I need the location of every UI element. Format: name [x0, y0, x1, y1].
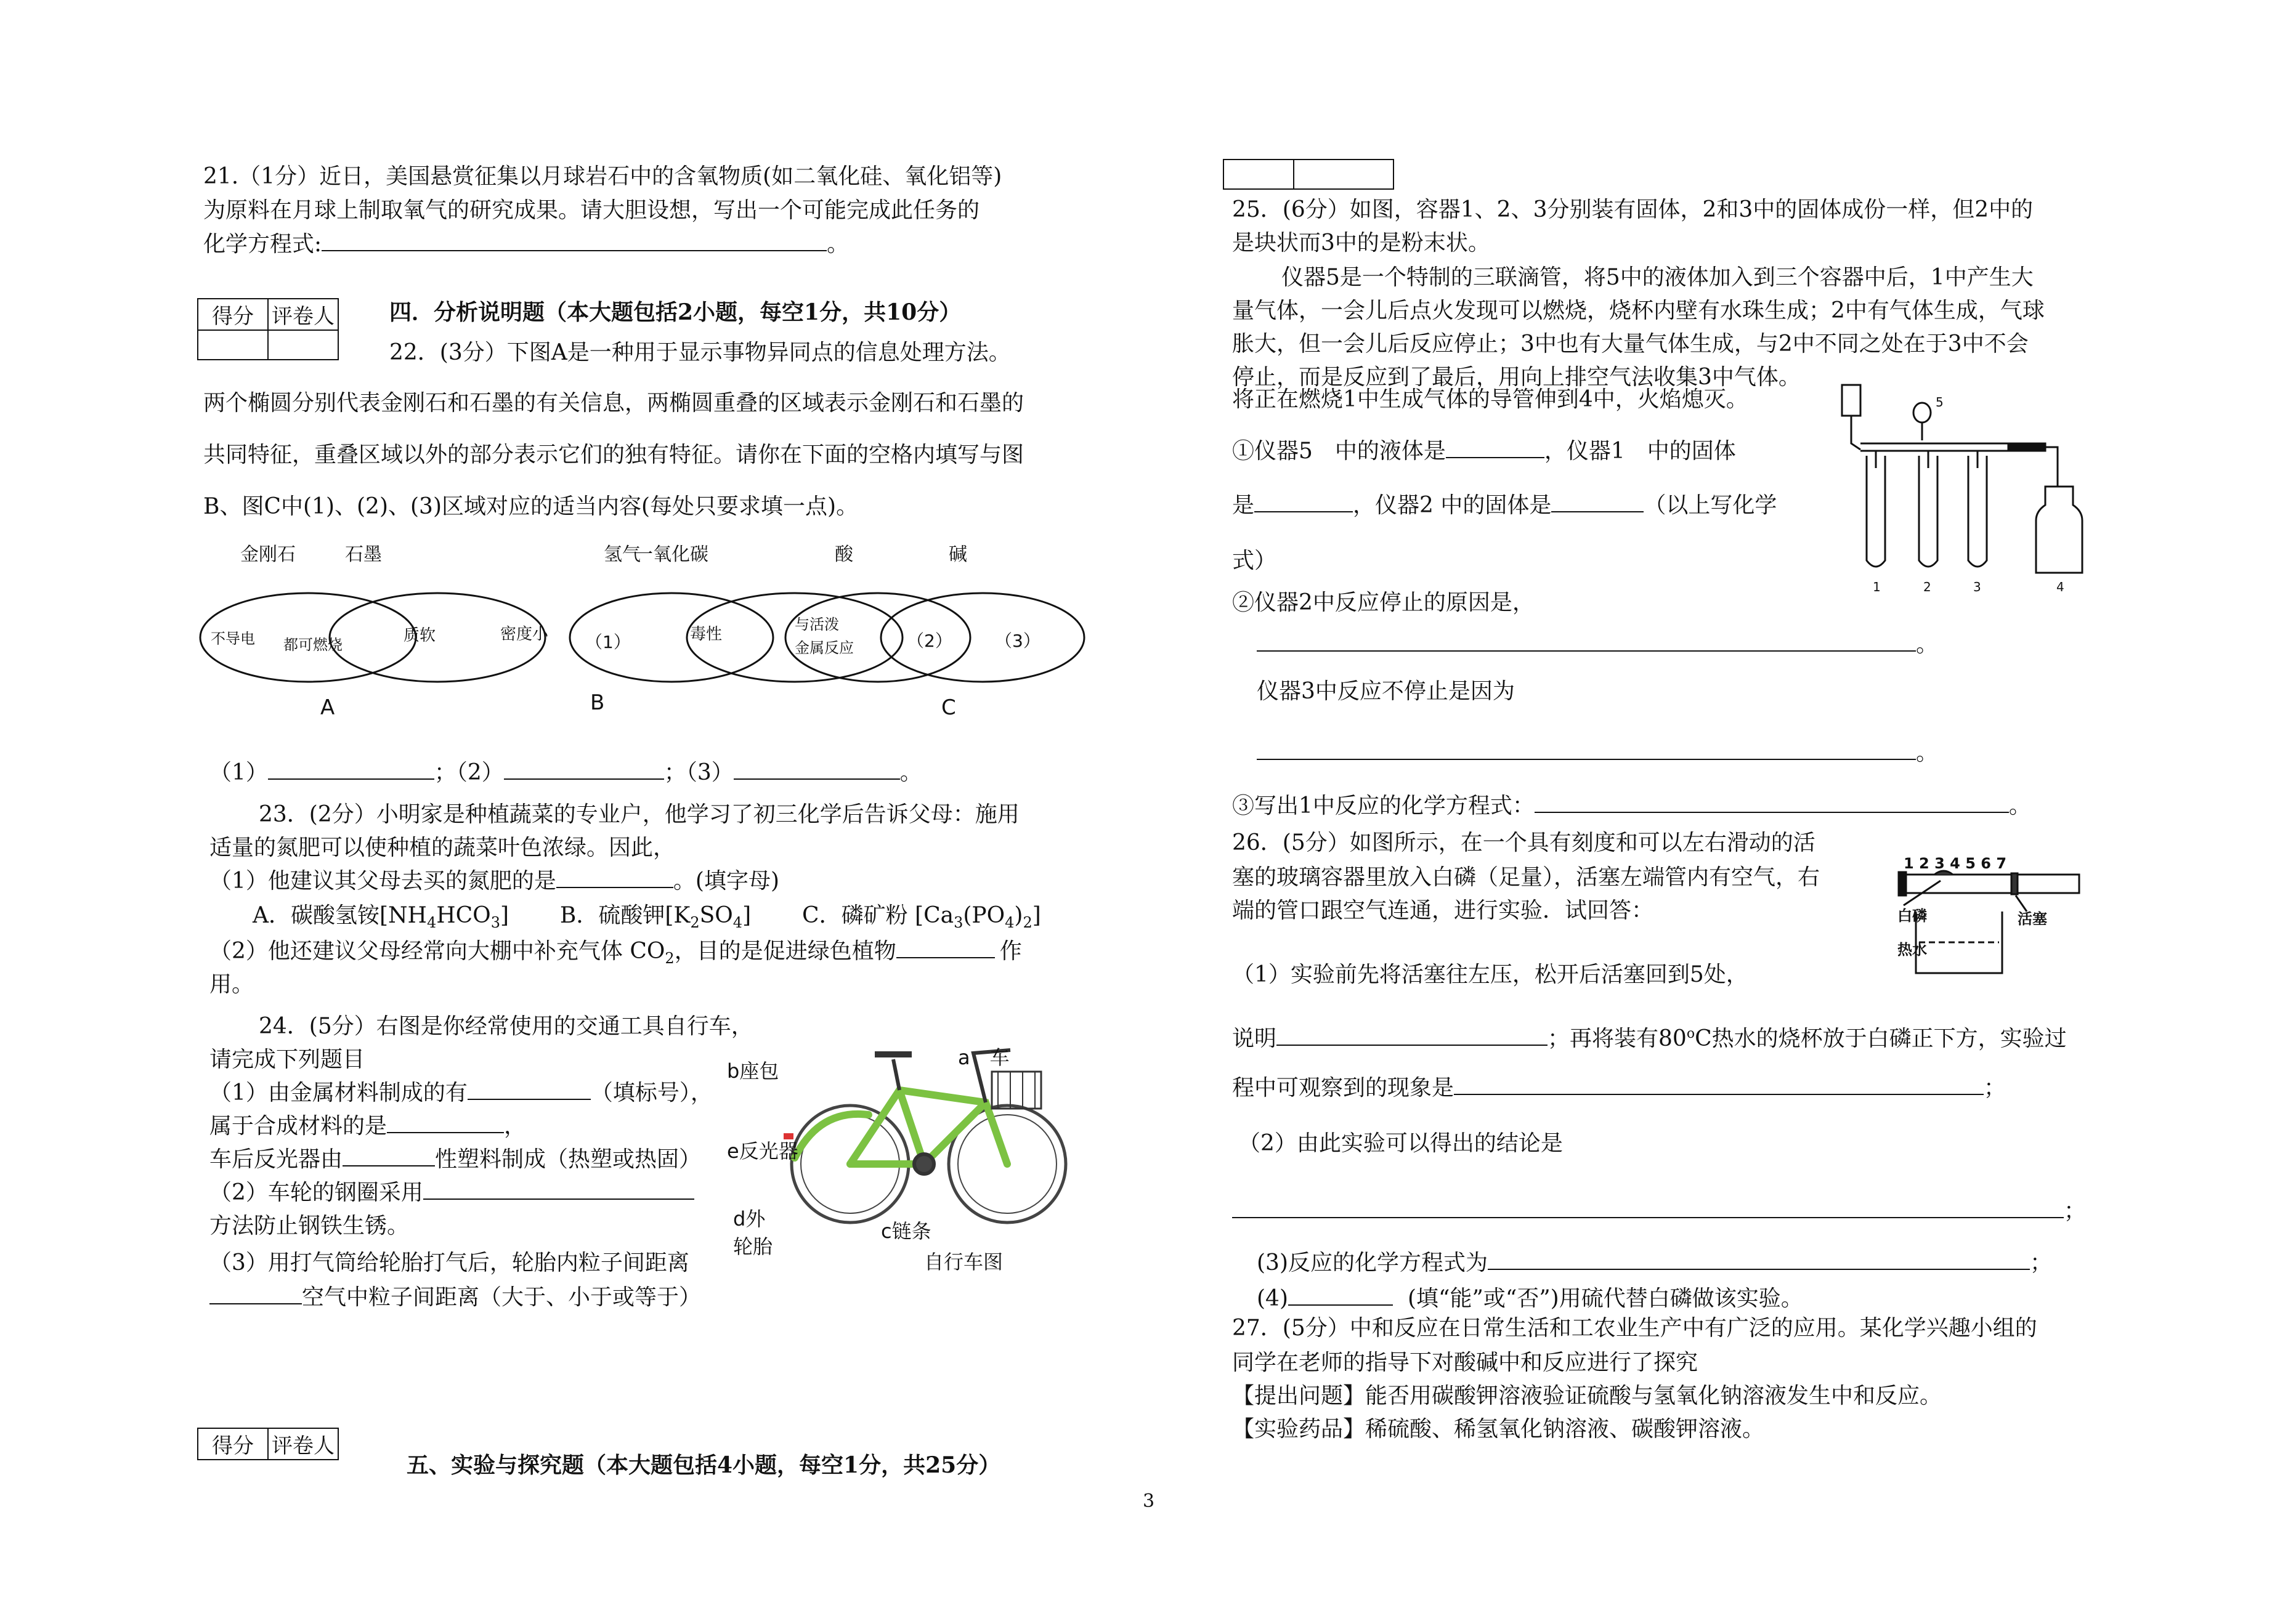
section5-title: 五、实验与探究题（本大题包括4小题，每空1分，共25分）	[407, 1452, 1001, 1478]
q24-line3	[209, 1077, 713, 1110]
q26-line8	[1232, 1195, 2086, 1228]
q25-p3-end: 。	[1916, 740, 1939, 766]
page-number: 3	[1143, 1490, 1155, 1512]
q22-answer3-blank[interactable]	[734, 756, 900, 780]
q25-p1-d: ，仪器2 中的固体是	[1353, 493, 1552, 518]
q21-end: 。	[827, 232, 850, 257]
q23-line2: 适量的氮肥可以使种植的蔬菜叶色浓绿。因此，	[209, 835, 676, 860]
score-box-right	[1223, 159, 1394, 190]
q26-line1: 26．(5分）如图所示，在一个具有刻度和可以左右滑动的活	[1232, 830, 1815, 855]
beaker-icon	[1842, 385, 1860, 416]
q24-line7: 方法防止钢铁生锈。	[209, 1213, 410, 1239]
q22-answers	[209, 756, 922, 790]
q23-line6: 用。	[209, 972, 254, 997]
q25-p4-label: ③写出1中反应的化学方程式：	[1232, 793, 1535, 819]
reflector-icon	[784, 1133, 793, 1139]
q23-part1-blank[interactable]	[556, 865, 673, 888]
tube-2-icon	[1919, 456, 1937, 567]
q21-blank[interactable]	[322, 228, 827, 251]
q23-line5: （2）他还建议父母经常向大棚中补充气体 $CO_2$，目的是促进绿色植物 作	[209, 935, 1022, 975]
q21-line1: 21.（1分）近日，美国悬赏征集以月球岩石中的含氧物质(如二氧化硅、氧化铝等)	[203, 164, 1002, 189]
venn-b-tag: B	[590, 690, 605, 715]
q23-part1-label: （1）他建议其父母去买的氮肥的是	[209, 868, 556, 894]
bicycle-figure	[727, 1035, 1109, 1281]
q26-line7: （2）由此实验可以得出的结论是	[1238, 1131, 1563, 1156]
q24-line9	[209, 1281, 701, 1314]
q25-part3-answer	[1257, 737, 1938, 770]
q25-p3-blank[interactable]	[1257, 737, 1916, 760]
score-box-section4	[197, 298, 339, 360]
tube-1-icon	[1867, 456, 1885, 567]
q27-line1: 27．(5分）中和反应在日常生活和工农业生产中有广泛的应用。某化学兴趣小组的	[1232, 1316, 2037, 1341]
label-b: b座包	[727, 1059, 779, 1083]
q24-line6	[209, 1176, 694, 1210]
q23-options	[253, 899, 1041, 939]
q22-end: 。	[899, 760, 922, 785]
q25-line5: 胀大，但一会儿后反应停止；3中也有大量气体生成，与2中不同之处在于3中不会	[1232, 331, 2029, 357]
fig-label-3: 3	[1973, 580, 1981, 594]
q22-answer1-blank[interactable]	[268, 756, 434, 780]
q25-part3: 仪器3中反应不停止是因为	[1257, 679, 1515, 704]
q25-p1-e: （以上写化学	[1644, 493, 1777, 518]
q25-part2-answer	[1257, 628, 1938, 661]
q26-p1-mid: ；再将装有80	[1548, 1026, 1687, 1051]
venn-b-left-text: 密度小	[500, 625, 549, 644]
q24-p4-blank[interactable]	[423, 1176, 694, 1200]
q26-p4-label: (3)反应的化学方程式为	[1257, 1250, 1488, 1275]
q27-line2: 同学在老师的指导下对酸碱中和反应进行了探究	[1232, 1350, 1698, 1375]
venn-a-left-text: 不导电	[211, 630, 255, 647]
score-label: 得分	[198, 299, 268, 330]
q25-part1-line2	[1232, 489, 1777, 522]
q22-answer2-blank[interactable]	[504, 756, 664, 780]
q26-p4-end: ；	[2030, 1250, 2053, 1275]
venn-a-left-title: 金刚石	[240, 544, 296, 565]
q24-line1: 24．(5分）右图是你经常使用的交通工具自行车，	[259, 1014, 753, 1039]
q23-part2-mid: ，目的是促进绿色植物	[674, 939, 896, 964]
q26-line4: （1）实验前先将活塞往左压，松开后活塞回到5处，	[1232, 962, 1748, 987]
label-e: e反光器	[727, 1139, 798, 1163]
q26-p2-end: ；	[1984, 1075, 2006, 1101]
q26-line2: 塞的玻璃容器里放入白磷（足量），活塞左端管内有空气，右	[1232, 865, 1820, 890]
q23-part2-blank[interactable]	[896, 935, 995, 958]
q24-p2-blank[interactable]	[387, 1110, 504, 1133]
venn-c-tag: C	[941, 695, 956, 720]
label-d2: 轮胎	[733, 1235, 773, 1258]
q26-degree: o	[1686, 1026, 1695, 1041]
venn-a-right-title: 石墨	[345, 544, 382, 565]
grader-label: 评卷人	[268, 1428, 338, 1460]
venn-b-right-title: 一氧化碳	[635, 544, 708, 565]
fig-label-1: 1	[1873, 580, 1881, 594]
label-hot-water: 热水	[1897, 941, 1927, 958]
q21-line2: 为原料在月球上制取氧气的研究成果。请大胆设想，写出一个可能完成此任务的	[203, 198, 980, 223]
q24-line8: （3）用打气筒给轮胎打气后，轮胎内粒子间距离	[209, 1250, 689, 1275]
triple-dropper-icon	[1860, 443, 2008, 451]
q24-p1-label: （1）由金属材料制成的有	[209, 1080, 468, 1106]
q24-p5-blank[interactable]	[209, 1281, 302, 1304]
q21-label: 化学方程式:	[203, 232, 322, 257]
fig-label-5: 5	[1936, 395, 1944, 410]
venn-diagram-c	[776, 530, 1097, 739]
q25-line4: 量气体，一会儿后点火发现可以燃烧，烧杯内壁有水珠生成；2中有气体生成，气球	[1232, 298, 2045, 323]
q23-option-c[interactable]: C．磷矿粉 $[Ca_3(PO_4)_2]$	[802, 903, 1041, 932]
q22-line4: B、图C中(1)、(2)、(3)区域对应的适当内容(每处只要求填一点)。	[203, 494, 859, 519]
q26-p1-label: 说明	[1232, 1026, 1277, 1051]
q25-line7: 将正在燃烧1中生成气体的导管伸到4中，火焰熄灭。	[1232, 387, 1748, 412]
venn-b-left-title: 氢气	[604, 544, 641, 565]
q22-answer1-label: （1）	[209, 760, 268, 785]
q25-p1-blank2[interactable]	[1254, 489, 1353, 512]
q26-p5-label: (4)	[1257, 1286, 1288, 1311]
grader-label: 评卷人	[268, 299, 338, 330]
tube-3-icon	[1968, 456, 1987, 567]
q24-line2: 请完成下列题目	[209, 1047, 365, 1072]
q26-p5-end: (填“能”或“否”)用硫代替白磷做该实验。	[1408, 1286, 1803, 1311]
venn-b-middle-text: （1）	[585, 632, 631, 652]
q26-p3-blank[interactable]	[1232, 1195, 2064, 1218]
q24-p1-blank[interactable]	[468, 1077, 591, 1100]
q24-p3-end: 性塑料制成（热塑或热固）	[435, 1147, 702, 1172]
label-piston: 活塞	[2018, 910, 2047, 928]
q26-p3-end: ；	[2064, 1199, 2087, 1224]
label-a: a 车	[958, 1046, 1010, 1069]
q23-part2-end: 作	[999, 939, 1022, 964]
section4-title: 四．分析说明题（本大题包括2小题，每空1分，共10分）	[389, 299, 962, 325]
piston-icon	[2011, 873, 2018, 894]
q26-line5	[1232, 1017, 2067, 1056]
q23-line3	[209, 865, 779, 898]
score-box-section5	[197, 1428, 339, 1460]
q26-p1-blank[interactable]	[1276, 1022, 1548, 1046]
q24-p3-blank[interactable]	[343, 1143, 435, 1166]
label-white-phosphorus: 白磷	[1897, 907, 1927, 924]
q25-part2: ②仪器2中反应停止的原因是，	[1232, 590, 1535, 615]
q25-line3: 仪器5是一个特制的三联滴管，将5中的液体加入到三个容器中后，1中产生大	[1281, 265, 2034, 290]
q25-p1-mid: ，仪器1 中的固体	[1544, 439, 1736, 464]
venn-b-right-text: 毒性	[690, 625, 723, 644]
q25-p1-c: 是	[1232, 493, 1255, 518]
q25-p2-end: 。	[1916, 632, 1939, 657]
q22-line2: 两个椭圆分别代表金刚石和石墨的有关信息，两椭圆重叠的区域表示金刚石和石墨的	[203, 390, 1024, 416]
score-cell[interactable]	[198, 330, 268, 360]
q21-line3	[203, 228, 849, 261]
q27-line4: 【实验药品】稀硫酸、稀氢氧化钠溶液、碳酸钾溶液。	[1232, 1417, 1765, 1442]
q24-p2-label: 属于合成材料的是	[209, 1114, 387, 1139]
q26-p5-blank[interactable]	[1288, 1282, 1393, 1306]
venn-c-left-text2: 金属反应	[795, 639, 854, 657]
q26-line10	[1257, 1282, 1803, 1316]
venn-a-right-text: 质软	[404, 626, 436, 645]
venn-c-right-text: （3）	[995, 631, 1041, 651]
q25-p4-end: 。	[2008, 793, 2031, 819]
label-c: c链条	[881, 1219, 931, 1243]
label-d1: d外	[733, 1207, 766, 1231]
q23-line1: 23．(2分）小明家是种植蔬菜的专业户，他学习了初三化学后告诉父母：施用	[259, 802, 1020, 827]
q25-p2-blank[interactable]	[1257, 628, 1916, 652]
grader-cell[interactable]	[1294, 160, 1393, 189]
q25-line1: 25．(6分）如图，容器1、2、3分别装有固体，2和3中的固体成份一样，但2中的	[1232, 197, 2034, 222]
score-cell[interactable]	[1223, 160, 1294, 189]
balloon-icon	[1913, 403, 1931, 422]
q25-part4	[1232, 790, 2031, 823]
q26-p4-blank[interactable]	[1488, 1247, 2030, 1270]
fig-label-4: 4	[2056, 580, 2064, 594]
apparatus-figure	[1823, 382, 2107, 594]
q26-line9	[1257, 1247, 2052, 1280]
q25-p4-blank[interactable]	[1535, 790, 2009, 813]
venn-c-left-text1: 与活泼	[795, 616, 839, 633]
q25-line2: 是块状而3中的是粉末状。	[1232, 230, 1490, 256]
piston-figure	[1885, 850, 2095, 985]
q25-p1-blank1[interactable]	[1446, 435, 1544, 458]
q24-p4-label: （2）车轮的钢圈采用	[209, 1180, 423, 1205]
q24-line5	[209, 1143, 701, 1176]
bottle-4-icon	[2036, 487, 2082, 573]
q26-p2-blank[interactable]	[1454, 1072, 1984, 1095]
q25-part1-line3: 式）	[1232, 548, 1277, 573]
q22-answer2-label: ；（2）	[434, 760, 504, 785]
q25-line6: 停止，而是反应到了最后，用向上排空气法收集3中气体。	[1232, 365, 1801, 390]
q23-option-a[interactable]: A．碳酸氢铵$[NH_4HCO_3]$	[253, 903, 509, 932]
venn-c-left-title: 酸	[835, 544, 853, 565]
grader-cell[interactable]	[268, 330, 338, 360]
q24-p5-label: 空气中粒子间距离（大于、小于或等于）	[302, 1285, 702, 1310]
q24-p1-end: （填标号），	[590, 1080, 713, 1106]
q23-part1-end: 。(填字母)	[673, 868, 779, 894]
q26-p2-label: 程中可观察到的现象是	[1232, 1075, 1454, 1101]
q25-p1-blank3[interactable]	[1551, 489, 1644, 512]
venn-a-middle-text: 都可燃烧	[283, 636, 343, 653]
piston-scale: 1 2 3 4 5 6 7	[1904, 855, 2007, 872]
score-label: 得分	[198, 1428, 268, 1460]
q24-line4	[209, 1110, 526, 1143]
fig-label-2: 2	[1923, 580, 1931, 594]
venn-c-right-title: 碱	[949, 544, 967, 565]
venn-a-tag: A	[320, 695, 335, 720]
q22-answer3-label: ；（3）	[663, 760, 734, 785]
q25-p1-label: ①仪器5 中的液体是	[1232, 439, 1446, 464]
q22-line3: 共同特征，重叠区域以外的部分表示它们的独有特征。请你在下面的空格内填写与图	[203, 442, 1024, 467]
q26-line6	[1232, 1072, 2006, 1105]
q26-p1-end: C热水的烧杯放于白磷正下方，实验过	[1695, 1026, 2067, 1051]
q27-line3: 【提出问题】能否用碳酸钾溶液验证硫酸与氢氧化钠溶液发生中和反应。	[1232, 1383, 1942, 1409]
q24-p2-end: ，	[504, 1114, 527, 1139]
q26-line3: 端的管口跟空气连通，进行实验．试回答：	[1232, 898, 1654, 923]
q24-p3-label: 车后反光器由	[209, 1147, 343, 1172]
q25-part1-line1	[1232, 435, 1736, 468]
venn-c-middle-text: （2）	[907, 631, 952, 651]
q23-option-b[interactable]: B．硫酸钾$[K_2SO_4]$	[559, 903, 752, 932]
q22-line1: 22．(3分）下图A是一种用于显示事物异同点的信息处理方法。	[389, 340, 1011, 365]
bike-caption: 自行车图	[924, 1250, 1004, 1274]
q23-part2-label: （2）他还建议父母经常向大棚中补充气体 CO	[209, 939, 665, 964]
